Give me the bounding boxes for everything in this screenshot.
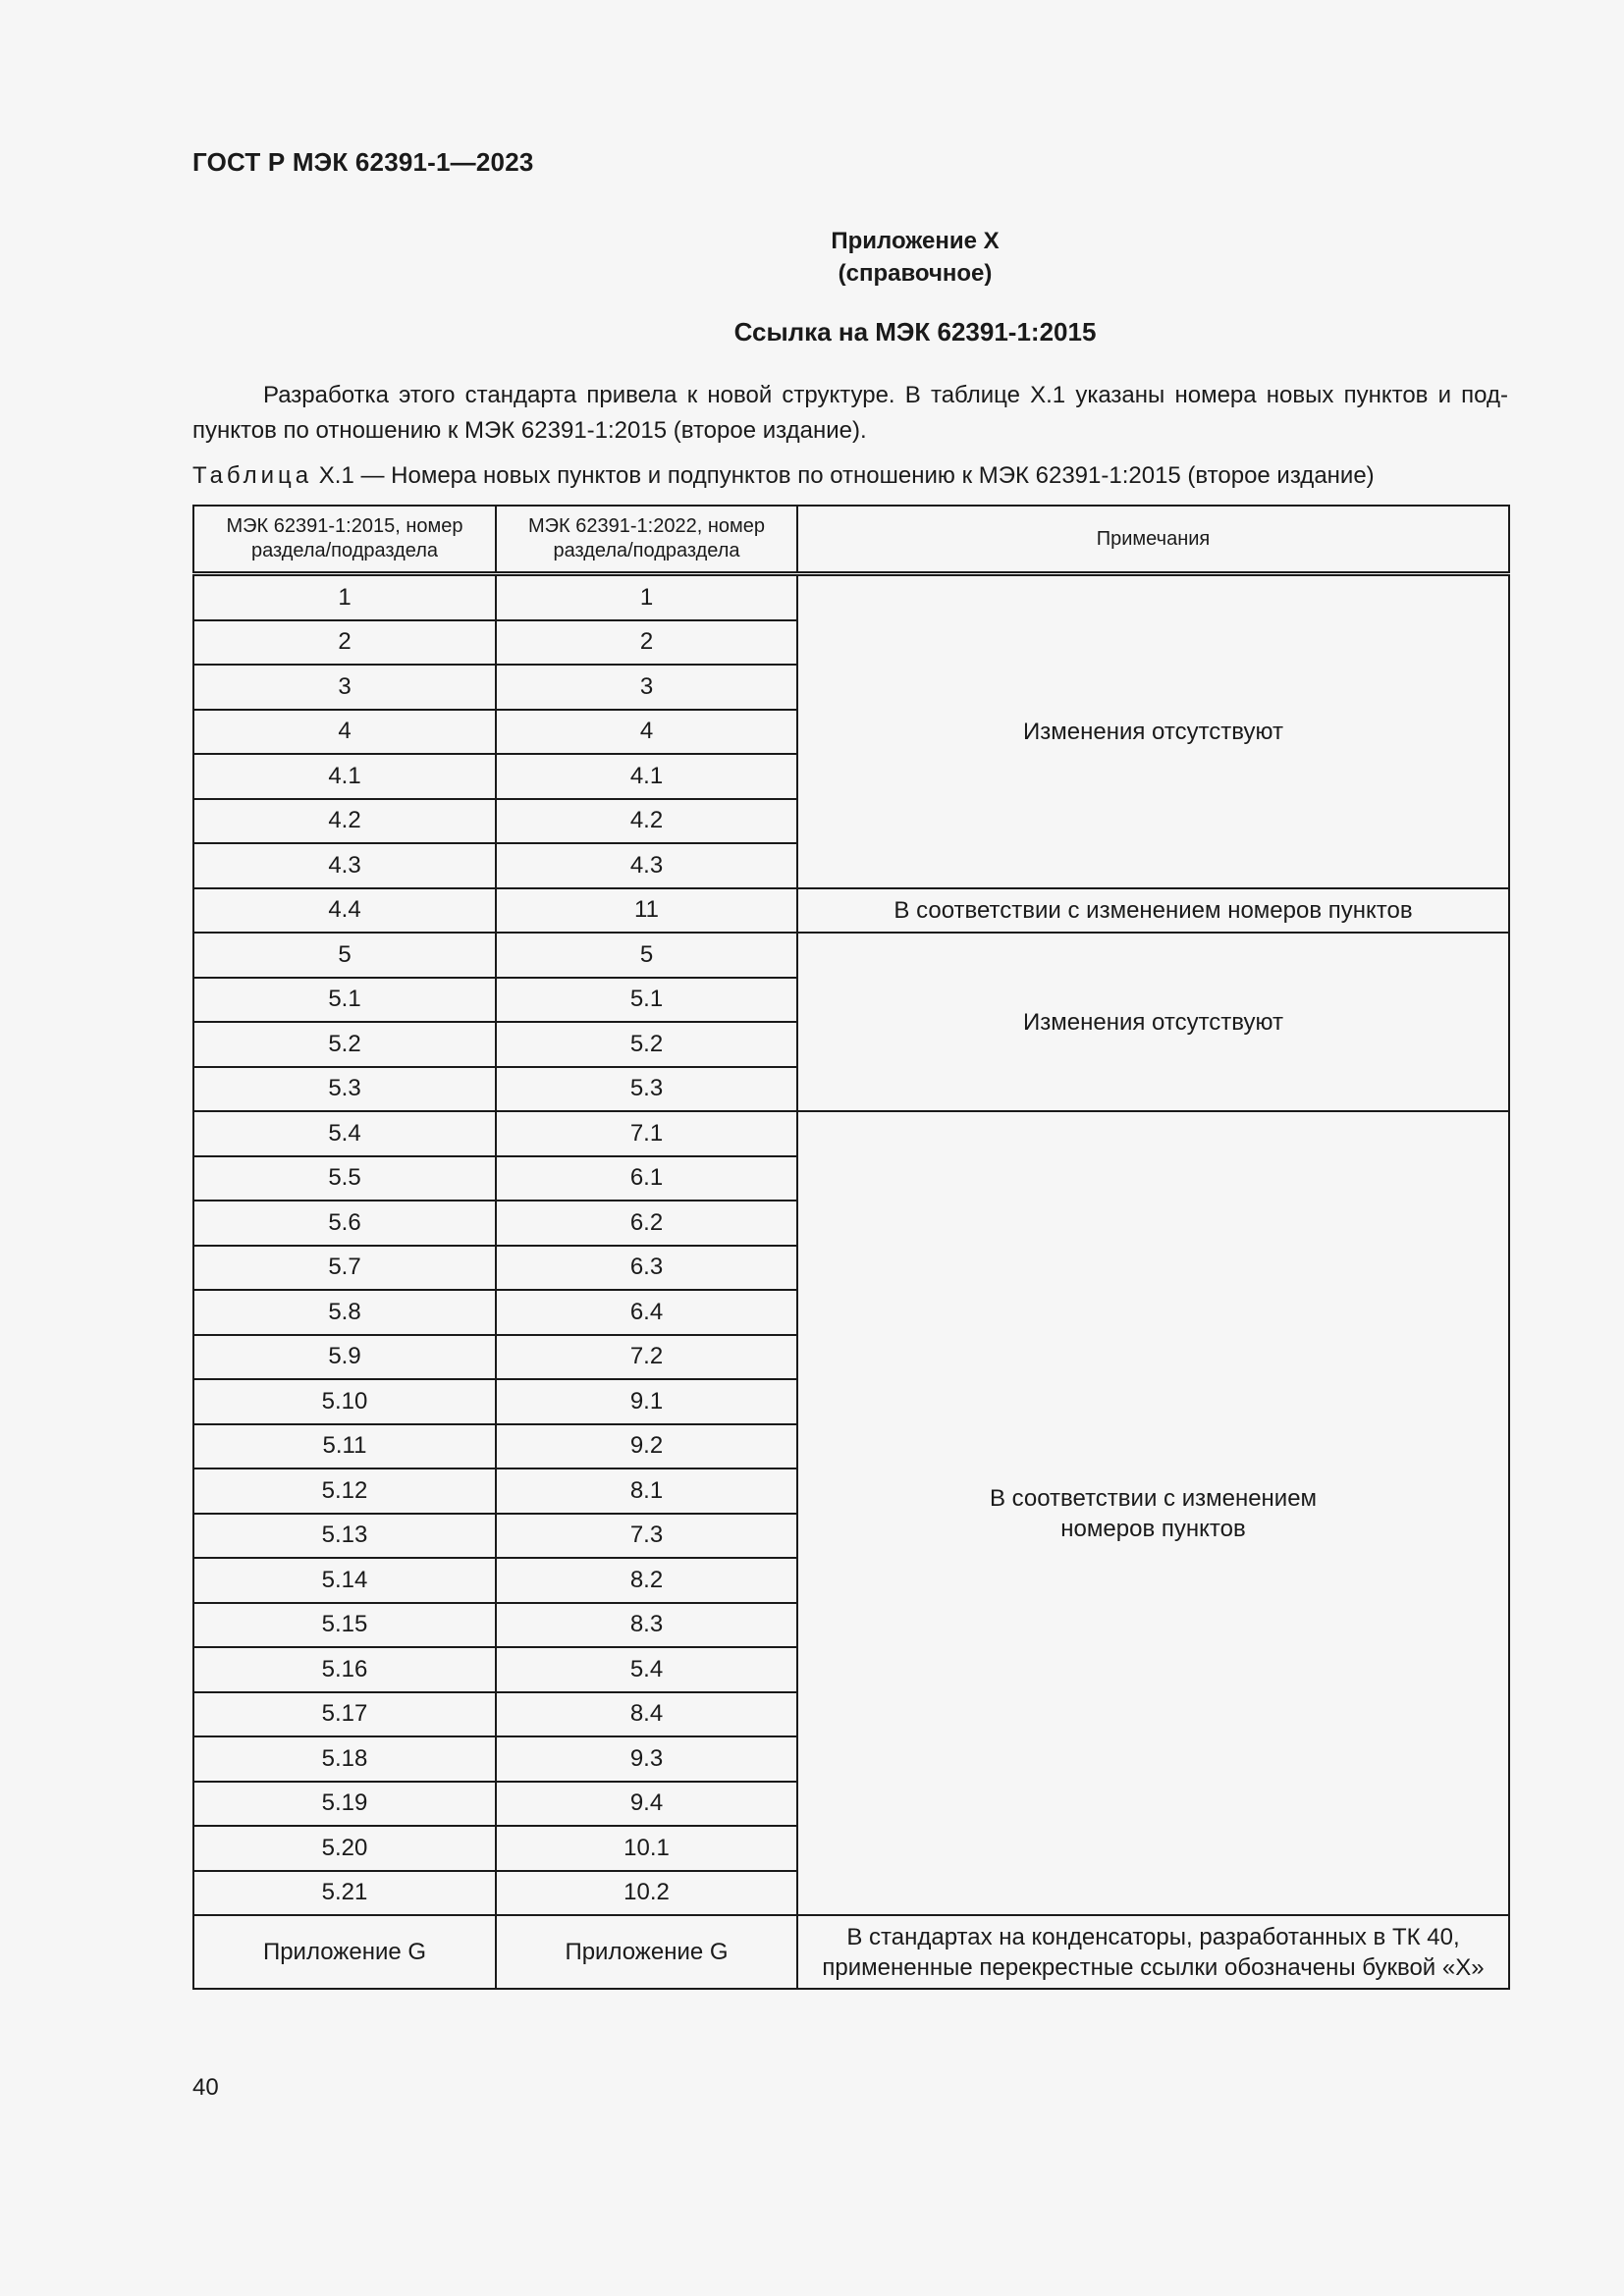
cell-2022: 5 [496, 933, 797, 978]
cell-2015: 3 [193, 665, 496, 710]
document-code-header: ГОСТ Р МЭК 62391-1—2023 [192, 147, 534, 177]
table-container [192, 505, 1508, 1990]
cell-2015: 2 [193, 620, 496, 666]
cell-2022: 9.1 [496, 1379, 797, 1424]
annex-status: (справочное) [838, 260, 993, 287]
header-col-2022: МЭК 62391-1:2022, номер раздела/подраздела [496, 506, 797, 574]
cell-2015: 5.12 [193, 1468, 496, 1514]
cell-2022: 6.2 [496, 1201, 797, 1246]
cell-2015: 5.14 [193, 1558, 496, 1603]
table-caption-text: X.1 — Номера новых пунктов и подпунктов по отношению к МЭК 62391-1:2015 (второе издание) [318, 462, 1375, 489]
annex-label: Приложение X [831, 228, 1000, 254]
note-cell [797, 1111, 1509, 1915]
cell-2022: 11 [496, 888, 797, 934]
cell-2022: 4.3 [496, 843, 797, 888]
cell-2022: 5.2 [496, 1022, 797, 1067]
annex-title-text: Ссылка на МЭК 62391-1:2015 [733, 317, 1097, 347]
cell-2022: 6.3 [496, 1246, 797, 1291]
cell-2022: 9.2 [496, 1424, 797, 1469]
table-header-row [193, 506, 1509, 574]
note-cell: Изменения отсутствуют [797, 574, 1509, 888]
header-col-2015: МЭК 62391-1:2015, номер раздела/подраздела [193, 506, 496, 574]
cell-2022: 4.1 [496, 754, 797, 799]
cell-2022: 7.2 [496, 1335, 797, 1380]
cell-2022: 10.2 [496, 1871, 797, 1916]
cell-2022: 4.2 [496, 799, 797, 844]
cell-2022: 6.1 [496, 1156, 797, 1201]
clause-mapping-table [192, 505, 1510, 1990]
cell-2022: 1 [496, 574, 797, 620]
cell-2015: 4.3 [193, 843, 496, 888]
note-text: В стандартах на конденсаторы, разработанных в ТК 40, примененные перекрестные ссылки обозначены буквой «X» [822, 1923, 1485, 1981]
note-cell: Изменения отсутствуют [797, 933, 1509, 1111]
cell-2022: 10.1 [496, 1826, 797, 1871]
cell-2022: 5.3 [496, 1067, 797, 1112]
cell-2022: 6.4 [496, 1290, 797, 1335]
cell-2022: 5.1 [496, 978, 797, 1023]
note-cell: В соответствии с изменением номеров пунктов [797, 888, 1509, 934]
cell-2015: 5.8 [193, 1290, 496, 1335]
header-col-notes: Примечания [797, 506, 1509, 574]
note-text: В соответствии с изменением номеров пунктов [989, 1484, 1318, 1542]
cell-2022: Приложение G [496, 1915, 797, 1989]
cell-2015: 4.2 [193, 799, 496, 844]
table-row [193, 574, 1509, 620]
cell-2015: Приложение G [193, 1915, 496, 1989]
cell-2015: 5.1 [193, 978, 496, 1023]
cell-2015: 5.2 [193, 1022, 496, 1067]
cell-2022: 9.4 [496, 1782, 797, 1827]
cell-2022: 5.4 [496, 1647, 797, 1692]
table-row [193, 1915, 1509, 1989]
cell-2015: 5.9 [193, 1335, 496, 1380]
cell-2022: 9.3 [496, 1736, 797, 1782]
cell-2015: 5.7 [193, 1246, 496, 1291]
cell-2022: 4 [496, 710, 797, 755]
table-row [193, 888, 1509, 934]
cell-2015: 4.1 [193, 754, 496, 799]
cell-2015: 4 [193, 710, 496, 755]
cell-2015: 5.6 [193, 1201, 496, 1246]
cell-2015: 5.17 [193, 1692, 496, 1737]
cell-2022: 3 [496, 665, 797, 710]
cell-2022: 8.4 [496, 1692, 797, 1737]
cell-2015: 5.21 [193, 1871, 496, 1916]
annex-title [0, 317, 1624, 347]
cell-2022: 7.1 [496, 1111, 797, 1156]
table-row [193, 933, 1509, 978]
cell-2022: 7.3 [496, 1514, 797, 1559]
table-row [193, 1111, 1509, 1156]
table-caption [192, 462, 1375, 490]
cell-2022: 8.1 [496, 1468, 797, 1514]
cell-2022: 8.3 [496, 1603, 797, 1648]
cell-2015: 5.3 [193, 1067, 496, 1112]
cell-2015: 5.10 [193, 1379, 496, 1424]
cell-2015: 5.15 [193, 1603, 496, 1648]
cell-2015: 5.11 [193, 1424, 496, 1469]
cell-2015: 1 [193, 574, 496, 620]
note-cell [797, 1915, 1509, 1989]
cell-2015: 5.18 [193, 1736, 496, 1782]
cell-2015: 5.5 [193, 1156, 496, 1201]
cell-2015: 5.13 [193, 1514, 496, 1559]
intro-paragraph: Разработка этого стандарта привела к новой структуре. В таблице X.1 указаны номера новых пунктов и под-пунктов по отношению к МЭК 62391-1:2015 (второе издание). [192, 382, 1508, 444]
cell-2022: 2 [496, 620, 797, 666]
cell-2022: 8.2 [496, 1558, 797, 1603]
cell-2015: 5 [193, 933, 496, 978]
cell-2015: 5.20 [193, 1826, 496, 1871]
table-caption-prefix: Таблица [192, 462, 313, 489]
page-number: 40 [192, 2074, 219, 2101]
cell-2015: 4.4 [193, 888, 496, 934]
cell-2015: 5.4 [193, 1111, 496, 1156]
annex-heading [0, 225, 1624, 290]
cell-2015: 5.16 [193, 1647, 496, 1692]
cell-2015: 5.19 [193, 1782, 496, 1827]
